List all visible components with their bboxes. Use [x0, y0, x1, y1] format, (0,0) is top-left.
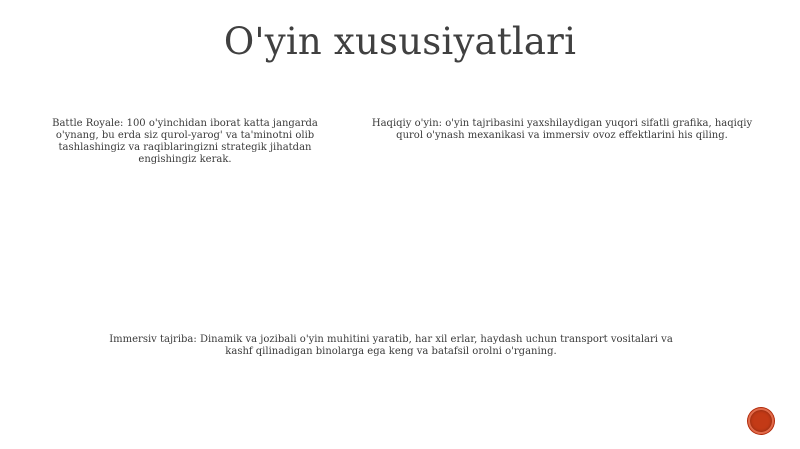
slide-title: O'yin xususiyatlari [223, 20, 577, 63]
feature-battle-royale: Battle Royale: 100 o'yinchidan iborat katta jangarda o'ynang, bu erda siz qurol-yarog' va ta'minotni olib tashlashingiz va raqiblaringizni strategik jihatdan engishingiz kerak. [52, 118, 318, 165]
feature-realistic-gameplay: Haqiqiy o'yin: o'yin tajribasini yaxshilaydigan yuqori sifatli grafika, haqiqiy qurol o'ynash mexanikasi va immersiv ovoz effektlarini his qiling. [371, 118, 753, 141]
feature-immersive-experience: Immersiv tajriba: Dinamik va jozibali o'yin muhitini yaratib, har xil erlar, haydash uchun transport vositalari va kashf qilinadigan binolarga ega keng va batafsil orolni o'rganing. [109, 334, 673, 357]
circle-nav-icon[interactable] [748, 408, 774, 434]
